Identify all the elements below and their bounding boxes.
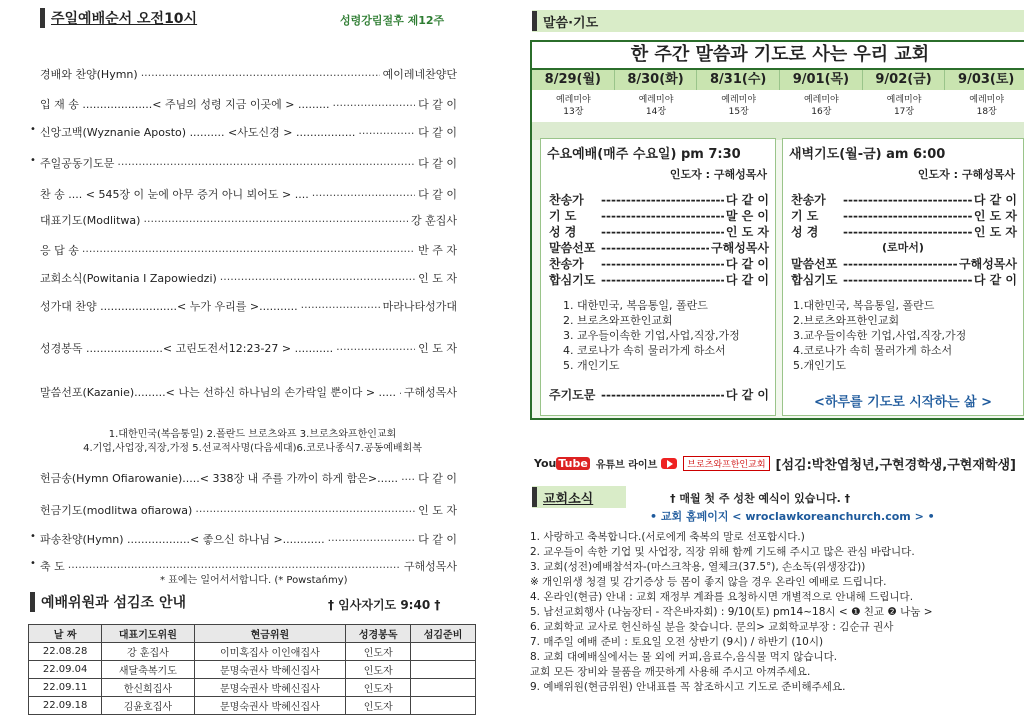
- order-label: 대표기도(Modlitwa): [40, 214, 141, 227]
- youtube-logo-you: You: [534, 457, 557, 470]
- table-cell: [411, 661, 476, 679]
- order-dots: [195, 502, 415, 518]
- list-item: 5. 개인기도: [563, 359, 620, 372]
- order-row: [40, 298, 457, 314]
- dawn-prayer-list: [783, 288, 1023, 373]
- order-row: [40, 124, 457, 140]
- day-cell: 9/03(토): [945, 70, 1024, 90]
- duty-table-body: [29, 643, 476, 715]
- service-person: 다 같 이: [725, 193, 769, 207]
- bullet-icon: •: [30, 531, 36, 542]
- day-cell: 8/30(화): [615, 70, 698, 90]
- service-item: 말씀선포: [549, 241, 596, 255]
- bible-row: [532, 90, 1024, 122]
- dawn-book: (로마서): [882, 241, 924, 254]
- order-value: 강 훈집사: [410, 214, 457, 227]
- order-label: 교회소식(Powitania I Zapowiedzi): [40, 272, 217, 285]
- news-item: 5. 남선교회행사 (나눔장터 - 작은바자회) : 9/10(토) pm14~18시 < ❶ 친교 ❷ 나눔 >: [530, 606, 933, 618]
- wed-prayer-list: [541, 288, 775, 373]
- table-cell: 문명숙권사 박혜신집사: [194, 697, 346, 715]
- service-person: 다 같 이: [725, 388, 769, 402]
- order-value: 마라나타성가대: [382, 300, 457, 313]
- order-dots: [328, 531, 415, 547]
- season-label: 성령강림절후 제12주: [340, 14, 445, 27]
- order-row: [40, 155, 457, 171]
- day-cell: 8/29(월): [532, 70, 615, 90]
- wed-service-box: [540, 138, 776, 416]
- youtube-logo[interactable]: [534, 457, 590, 470]
- dawn-order: [783, 182, 1023, 240]
- duty-heading: [30, 592, 186, 612]
- table-cell: 22.09.04: [29, 661, 102, 679]
- worship-order-title: 주일예배순서 오전10시: [51, 11, 198, 27]
- duty-header-cell: 날 짜: [29, 625, 102, 643]
- bible-cell: [615, 94, 698, 118]
- bible-cell: [697, 94, 780, 118]
- order-row: [40, 212, 457, 228]
- wed-title: 수요예배(매주 수요일) pm 7:30: [547, 147, 741, 162]
- order-value: 인 도 자: [418, 272, 457, 285]
- left-column: [0, 0, 505, 724]
- bullet-icon: •: [30, 558, 36, 569]
- service-item: 합심기도: [549, 273, 596, 287]
- section-title: 말씀·기도: [543, 15, 599, 31]
- dawn-order-2: [783, 256, 1023, 288]
- table-cell: [411, 643, 476, 661]
- service-dashes: [601, 272, 724, 288]
- order-value: 구해성목사: [403, 560, 457, 573]
- order-value: 다 같 이: [418, 98, 457, 111]
- worship-order-heading: [40, 8, 197, 28]
- news-item: 8. 교회 대예배실에서는 물 외에 커피,음료수,음식물 먹지 않습니다.: [530, 651, 838, 663]
- bible-book: 예레미야: [969, 95, 1005, 105]
- service-line: [549, 224, 769, 240]
- service-item: 찬송가: [549, 257, 584, 271]
- day-cell: 8/31(수): [697, 70, 780, 90]
- prayer-topics-line-1: 1.대한민국(복음통일) 2.폴란드 브로츠와프 3.브로츠와프한인교회: [108, 429, 397, 440]
- dawn-slogan: <하루를 기도로 시작하는 삶 >: [813, 395, 993, 410]
- order-label: 헌금송(Hymn Ofiarowanie).....< 338장 내 주를 가까이 하게 함은>......: [40, 472, 399, 485]
- service-person: 다 같 이: [973, 193, 1017, 207]
- service-line: [549, 208, 769, 224]
- service-item: 성 경: [549, 225, 577, 239]
- order-dots: [399, 384, 401, 400]
- service-dashes: [601, 224, 724, 240]
- play-icon[interactable]: [661, 458, 677, 469]
- order-value: 다 같 이: [418, 188, 457, 201]
- youtube-channel-link[interactable]: 브로츠와프한인교회: [683, 456, 769, 471]
- order-row: [40, 96, 457, 112]
- table-cell: 22.08.28: [29, 643, 102, 661]
- news-item: 3. 교회(성전)예배참석자-(마스크착용, 열체크(37.5°), 손소독(위생장갑)): [530, 561, 866, 573]
- dawn-leader: 인도자 : 구해성목사: [917, 168, 1015, 181]
- bible-cell: [945, 94, 1024, 118]
- service-line: [791, 272, 1017, 288]
- list-item: 2. 브로츠와프한인교회: [563, 314, 673, 327]
- order-dots: [336, 340, 415, 356]
- service-dashes: [601, 387, 724, 403]
- bible-chapter: 17장: [893, 107, 915, 117]
- news-item: 4. 온라인(현금) 안내 : 교회 재정부 계좌를 요청하시면 개별적으로 안내해 드립니다.: [530, 591, 914, 603]
- bible-chapter: 15장: [728, 107, 749, 117]
- list-item: 4.코로나가 속히 물러가게 하소서: [793, 344, 953, 357]
- list-item: 1. 대한민국, 복음통일, 폴란드: [563, 299, 708, 312]
- homepage-link[interactable]: • 교회 홈페이지 < wroclawkoreanchurch.com > •: [650, 510, 935, 523]
- heading-bar: [532, 487, 537, 507]
- order-row: [40, 66, 457, 82]
- service-dashes: [843, 256, 957, 272]
- news-item: 2. 교우들이 속한 기업 및 사업장, 직장 위해 함께 기도해 주시고 많은 관심 바랍니다.: [530, 546, 915, 558]
- order-value: 인 도 자: [418, 504, 457, 517]
- order-label: 파송찬양(Hymn) ..................< 좋으신 하나님 >............: [40, 533, 325, 546]
- youtube-logo-tube: Tube: [558, 457, 588, 470]
- service-item: 주기도문: [549, 388, 596, 402]
- order-dots: [358, 124, 415, 140]
- order-value: 예이레네찬양단: [382, 68, 457, 81]
- duty-header-cell: 섬김준비: [411, 625, 476, 643]
- bible-book: 예레미야: [803, 95, 839, 105]
- service-item: 말씀선포: [791, 257, 838, 271]
- table-row: [29, 697, 476, 715]
- order-label: 응 답 송: [40, 244, 79, 257]
- list-item: 3. 교우들이속한 기업,사업,직장,가정: [563, 329, 740, 342]
- news-item: 교회 모든 장비와 물품을 깨끗하게 사용해 주시고 아껴주세요.: [530, 666, 811, 678]
- service-person: 다 같 이: [973, 273, 1017, 287]
- bible-chapter: 14장: [645, 107, 667, 117]
- order-row: [40, 502, 457, 518]
- service-person: 인 도 자: [973, 225, 1017, 239]
- order-row: [40, 531, 457, 547]
- order-dots: [143, 212, 408, 228]
- news-heading: [532, 486, 626, 508]
- order-label: 축 도: [40, 560, 65, 573]
- service-dashes: [601, 240, 709, 256]
- stand-note: * 표에는 일어서서합니다. (* Powstańmy): [160, 575, 348, 586]
- prayer-time: † 임사자기도 9:40 †: [328, 598, 441, 612]
- service-person: 말 은 이: [725, 209, 769, 223]
- order-value: 다 같 이: [418, 533, 457, 546]
- order-dots: [312, 186, 415, 202]
- news-item: 7. 매주일 예배 준비 : 토요일 오전 상반기 (9시) / 하반기 (10시): [530, 636, 824, 648]
- table-cell: 새달축복기도: [102, 661, 194, 679]
- days-row: [532, 70, 1024, 90]
- table-cell: 22.09.18: [29, 697, 102, 715]
- order-value: 다 같 이: [418, 126, 457, 139]
- order-row: [40, 384, 457, 400]
- prayer-topics-line-2: 4.기업,사업장,직장,가정 5.선교적사명(다음세대)6.코로나종식7.공동예배회복: [83, 443, 422, 454]
- order-dots: [117, 155, 415, 171]
- duty-header-cell: 현금위원: [194, 625, 346, 643]
- order-value: 구해성목사: [403, 386, 457, 399]
- section-bar: [532, 10, 1024, 32]
- day-cell: 9/02(금): [863, 70, 946, 90]
- order-value: 반 주 자: [418, 244, 457, 257]
- order-dots: [141, 66, 380, 82]
- bible-cell: [863, 94, 946, 118]
- bible-book: 예레미야: [555, 95, 591, 105]
- table-cell: 이미혹집사 이인애집사: [194, 643, 346, 661]
- bible-cell: [532, 94, 615, 118]
- service-person: 구해성목사: [959, 257, 1017, 271]
- order-label: 헌금기도(modlitwa ofiarowa): [40, 504, 193, 517]
- bible-book: 예레미야: [721, 95, 757, 105]
- table-cell: 인도자: [346, 697, 411, 715]
- service-dashes: [601, 256, 724, 272]
- service-dashes: [601, 192, 724, 208]
- table-row: [29, 661, 476, 679]
- order-row: [40, 186, 457, 202]
- news-item: 9. 예배위원(현금위원) 안내표를 꼭 참조하시고 기도로 준비해주세요.: [530, 681, 846, 693]
- service-person: 구해성목사: [711, 241, 769, 255]
- bible-chapter: 16장: [811, 107, 832, 117]
- service-dashes: [843, 224, 972, 240]
- service-line: [791, 208, 1017, 224]
- duty-table-header: [29, 625, 476, 643]
- order-label: 성가대 찬양 ......................< 누가 우리를 >...........: [40, 300, 298, 313]
- dawn-service-box: [782, 138, 1024, 416]
- news-item: 6. 교회학교 교사로 헌신하실 분을 찾습니다. 문의> 교회학교부장 : 김순규 권사: [530, 621, 894, 633]
- table-cell: 한신희집사: [102, 679, 194, 697]
- list-item: 5.개인기도: [793, 359, 846, 372]
- service-line: [791, 224, 1017, 240]
- service-line: [549, 272, 769, 288]
- service-dashes: [843, 192, 972, 208]
- table-cell: 김윤호집사: [102, 697, 194, 715]
- wed-closing: [541, 373, 775, 403]
- order-dots: [220, 270, 415, 286]
- bible-book: 예레미야: [638, 95, 674, 105]
- order-value: 다 같 이: [418, 472, 457, 485]
- wed-order: [541, 182, 775, 288]
- youtube-bar: [534, 454, 1016, 473]
- bible-chapter: 13장: [563, 107, 584, 117]
- service-person: 다 같 이: [725, 257, 769, 271]
- table-cell: 문명숙권사 박혜신집사: [194, 679, 346, 697]
- order-row: [40, 340, 457, 356]
- table-cell: 22.09.11: [29, 679, 102, 697]
- bullet-icon: •: [30, 124, 36, 135]
- service-line: [549, 387, 769, 403]
- heading-bar: [30, 592, 35, 612]
- bible-book: 예레미야: [886, 95, 922, 105]
- news-header-communion: † 매월 첫 주 성찬 예식이 있습니다. †: [670, 492, 851, 505]
- list-item: 2.브로츠와프한인교회: [793, 314, 900, 327]
- list-item: 1.대한민국, 복음통일, 폴란드: [793, 299, 935, 312]
- service-person: 다 같 이: [725, 273, 769, 287]
- order-row: [40, 242, 457, 258]
- list-item: 4. 코로나가 속히 물러가게 하소서: [563, 344, 726, 357]
- order-row: [40, 470, 457, 486]
- heading-bar: [40, 8, 45, 28]
- service-item: 합심기도: [791, 273, 838, 287]
- heading-bar: [532, 11, 537, 31]
- dawn-title: 새벽기도(월-금) am 6:00: [789, 147, 946, 162]
- service-dashes: [601, 208, 724, 224]
- duty-table: [28, 624, 476, 715]
- service-line: [791, 256, 1017, 272]
- bullet-icon: •: [30, 155, 36, 166]
- order-label: 신앙고백(Wyznanie Aposto) .......... <사도신경 > .................: [40, 126, 356, 139]
- order-dots: [401, 470, 415, 486]
- service-item: 찬송가: [791, 193, 826, 207]
- service-line: [791, 192, 1017, 208]
- service-item: 찬송가: [549, 193, 584, 207]
- service-line: [549, 192, 769, 208]
- table-row: [29, 643, 476, 661]
- service-item: 기 도: [549, 209, 577, 223]
- service-person: 인 도 자: [973, 209, 1017, 223]
- service-item: 성 경: [791, 225, 819, 239]
- table-cell: 인도자: [346, 643, 411, 661]
- service-dashes: [843, 272, 972, 288]
- order-label: 성경봉독 ......................< 고린도전서12:23-27 > ...........: [40, 342, 334, 355]
- duty-header-cell: 성경봉독: [346, 625, 411, 643]
- wed-leader: 인도자 : 구해성목사: [669, 168, 767, 181]
- bible-cell: [780, 94, 863, 118]
- order-dots: [332, 96, 415, 112]
- list-item: 3.교우들이속한 기업,사업,직장,가정: [793, 329, 967, 342]
- order-label: 입 재 송 ....................< 주님의 성령 지금 이곳에 > .........: [40, 98, 330, 111]
- service-dashes: [843, 208, 972, 224]
- service-team: [섬김:박찬엽청년,구현경학생,구현재학생]: [775, 458, 1016, 473]
- order-label: 주일공동기도문: [40, 157, 115, 170]
- table-cell: 인도자: [346, 661, 411, 679]
- table-cell: [411, 697, 476, 715]
- bible-chapter: 18장: [976, 107, 997, 117]
- order-value: 인 도 자: [418, 342, 457, 355]
- youtube-label: 유튜브 라이브: [595, 460, 658, 471]
- order-value: 다 같 이: [418, 157, 457, 170]
- news-item: ※ 개인위생 청결 및 감기증상 등 몸이 좋지 않을 경우 온라인 예배로 드립니다.: [530, 576, 887, 588]
- table-row: [29, 679, 476, 697]
- duty-header-cell: 대표기도위원: [102, 625, 194, 643]
- table-cell: 문명숙권사 박혜신집사: [194, 661, 346, 679]
- table-cell: 강 훈집사: [102, 643, 194, 661]
- order-label: 말씀선포(Kazanie).........< 나는 선하신 하나님의 손가락일 뿐이다 > .....: [40, 386, 397, 399]
- service-person: 인 도 자: [725, 225, 769, 239]
- service-line: [549, 240, 769, 256]
- duty-title: 예배위원과 섬김조 안내: [41, 595, 186, 611]
- order-row: [40, 270, 457, 286]
- news-item: 1. 사랑하고 축복합니다.(서로에게 축복의 말로 선포합시다.): [530, 531, 805, 543]
- week-title: 한 주간 말씀과 기도로 사는 우리 교회: [532, 42, 1024, 70]
- order-dots: [301, 298, 380, 314]
- service-item: 기 도: [791, 209, 819, 223]
- service-line: [549, 256, 769, 272]
- table-cell: [411, 679, 476, 697]
- week-box: [530, 40, 1024, 420]
- order-label: 찬 송 .... < 545장 이 눈에 아무 증거 아니 뵈어도 > ....: [40, 188, 309, 201]
- table-cell: 인도자: [346, 679, 411, 697]
- order-dots: [82, 242, 415, 258]
- news-title: 교회소식: [543, 491, 594, 507]
- day-cell: 9/01(목): [780, 70, 863, 90]
- order-label: 경배와 찬양(Hymn): [40, 68, 138, 81]
